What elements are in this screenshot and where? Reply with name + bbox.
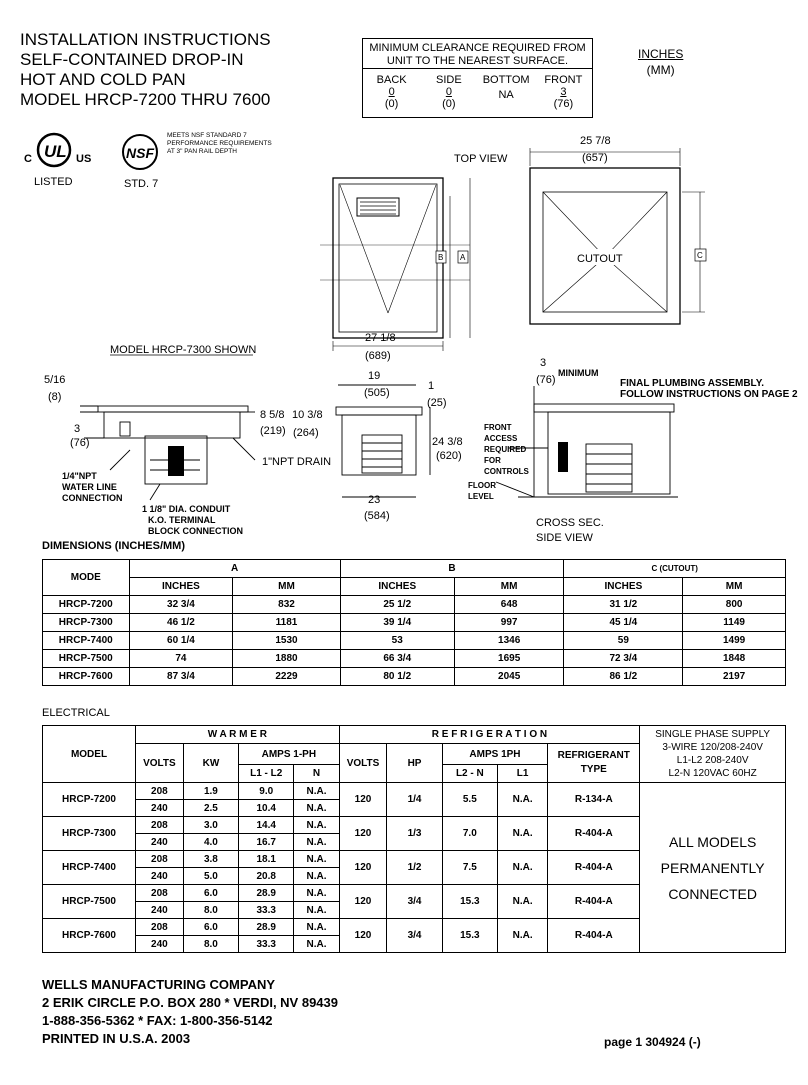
page-number: page 1 304924 (-) xyxy=(604,1035,701,1049)
svg-text:(25): (25) xyxy=(427,397,447,409)
clearance-table xyxy=(362,38,593,118)
clearance-front: FRONT 3 (76) xyxy=(544,74,583,110)
certification-logos xyxy=(20,128,290,192)
svg-text:(76): (76) xyxy=(70,437,90,449)
cutout-outline xyxy=(530,168,680,324)
table-row: HRCP-7400 60 1/4 1530 53 1346 59 1499 xyxy=(43,632,786,650)
table-row: HRCP-7300 208 3.0 14.4 N.A. 120 1/3 7.0 N.A. R-404-A xyxy=(43,817,786,834)
svg-text:19: 19 xyxy=(368,370,381,382)
table-row: 240 4.0 16.7 N.A. xyxy=(43,834,786,851)
electrical-table: MODEL W A R M E R R E F R I G E R A T I O N SINGLE PHASE SUPPLY 3-WIRE 120/208-240V L1-L2 208-240V L2-N 120VAC 60HZ VOLTS KW AMPS 1-PH VOLTS HP AMPS 1PH REFRIGERANT TYPE L1 - L2 N L2 - N L1 HRCP-7200 208 1.9 9.0 N.A. 120 1/4 5.5 N.A. R-134-A ALL MODELS PERMANENTLY CONNECTED 240 2.5 10.4 N.A. HRCP-7300 208 3.0 14.4 N.A. 120 1/3 7.0 N.A. R-404-A 240 4.0 16.7 N.A. HRCP-7400 208 3.8 18.1 N.A. 120 1/2 7.5 N.A. R-404-A 240 5.0 20.8 N.A. HRCP-7500 208 6.0 28.9 N.A. 120 3/4 15.3 N.A. R-404-A 240 8.0 33.3 N.A. HRCP-7600 208 6.0 28.9 N.A. 120 3/4 15.3 N.A. R-404-A 240 8.0 33.3 N.A. xyxy=(42,725,786,953)
clearance-side: SIDE 0 (0) xyxy=(436,74,462,110)
company-address: 2 ERIK CIRCLE P.O. BOX 280 * VERDI, NV 89439 xyxy=(42,995,338,1010)
table-row: HRCP-7200 208 1.9 9.0 N.A. 120 1/4 5.5 N.A. R-134-A ALL MODELS PERMANENTLY CONNECTED xyxy=(43,783,786,800)
svg-text:ACCESS: ACCESS xyxy=(484,434,518,443)
svg-text:24 3/8: 24 3/8 xyxy=(432,436,463,448)
svg-text:(505): (505) xyxy=(364,387,390,399)
front-view-drawing xyxy=(330,365,470,525)
svg-text:(620): (620) xyxy=(436,450,462,462)
table-row: HRCP-7500 74 1880 66 3/4 1695 72 3/4 1848 xyxy=(43,650,786,668)
title-line: HOT AND COLD PAN xyxy=(20,70,186,89)
model-shown-label: MODEL HRCP-7300 SHOWN xyxy=(110,344,257,356)
electrical-title: ELECTRICAL xyxy=(42,707,110,719)
top-width-in: 27 1/8 xyxy=(365,332,396,344)
col-head-refrigeration: R E F R I G E R A T I O N xyxy=(339,726,640,744)
company-phone: 1-888-356-5362 * FAX: 1-800-356-5142 xyxy=(42,1013,273,1028)
pan-rail xyxy=(98,406,248,412)
svg-text:8 5/8: 8 5/8 xyxy=(260,409,285,421)
table-row: 240 5.0 20.8 N.A. xyxy=(43,868,786,885)
cutout-label: CUTOUT xyxy=(577,253,623,265)
svg-text:LEVEL: LEVEL xyxy=(468,492,494,501)
dimensions-table: MODE A B C (CUTOUT) INCHES MM INCHES MM INCHES MM HRCP-7200 32 3/4 832 25 1/2 648 31 1/2 800 HRCP-7300 46 1/2 1181 39 1/4 997 45 1/4 1149 HRCP-7400 60 1/4 1530 53 1346 59 1499 HRCP-7500 74 1880 66 3/4 1695 72 3/4 1848 HRCP-7600 87 3/4 2229 80 1/2 2045 86 1/2 2197 xyxy=(42,559,786,686)
col-head-model: MODE xyxy=(43,560,130,596)
nsf-mark: NSF xyxy=(126,145,154,161)
svg-text:CONNECTION: CONNECTION xyxy=(62,493,123,503)
svg-text:WATER LINE: WATER LINE xyxy=(62,482,117,492)
col-head-c: C (CUTOUT) xyxy=(564,560,786,578)
table-row: HRCP-7200 32 3/4 832 25 1/2 648 31 1/2 800 xyxy=(43,596,786,614)
dim-a-label: A xyxy=(460,253,466,262)
svg-text:FRONT: FRONT xyxy=(484,423,512,432)
table-row: 240 2.5 10.4 N.A. xyxy=(43,800,786,817)
dim-c-label: C xyxy=(697,251,703,260)
clearance-back: BACK 0 (0) xyxy=(376,74,407,110)
side-view-drawing xyxy=(40,340,340,540)
col-head-model: MODEL xyxy=(43,726,136,783)
svg-text:3: 3 xyxy=(74,423,81,435)
drain-label: 1"NPT DRAIN xyxy=(262,456,332,468)
svg-text:1/4"NPT: 1/4"NPT xyxy=(62,471,97,481)
svg-text:3: 3 xyxy=(540,357,547,369)
vent-grille xyxy=(357,198,399,216)
cutout-width-in: 25 7/8 xyxy=(580,135,611,147)
svg-text:CROSS SEC.: CROSS SEC. xyxy=(536,517,604,529)
svg-text:K.O. TERMINAL: K.O. TERMINAL xyxy=(148,515,216,525)
document-title xyxy=(20,30,271,110)
svg-text:(584): (584) xyxy=(364,510,390,522)
ul-listed-text: LISTED xyxy=(34,176,73,188)
top-view-label: TOP VIEW xyxy=(454,153,508,165)
svg-text:FOLLOW INSTRUCTIONS ON PAGE 2: FOLLOW INSTRUCTIONS ON PAGE 2 xyxy=(620,389,798,400)
nsf-note: AT 3" PAN RAIL DEPTH xyxy=(167,148,237,155)
svg-text:(264): (264) xyxy=(293,427,319,439)
table-row: 240 8.0 33.3 N.A. xyxy=(43,936,786,953)
cross-section-drawing xyxy=(468,352,798,548)
printed-note: PRINTED IN U.S.A. 2003 xyxy=(42,1031,191,1046)
cutout-drawing xyxy=(520,132,720,332)
svg-text:BLOCK CONNECTION: BLOCK CONNECTION xyxy=(148,526,243,536)
table-row: HRCP-7600 208 6.0 28.9 N.A. 120 3/4 15.3 N.A. R-404-A xyxy=(43,919,786,936)
clearance-bottom: BOTTOM NA xyxy=(482,74,530,101)
title-line: INSTALLATION INSTRUCTIONS xyxy=(20,30,271,49)
table-row: HRCP-7300 46 1/2 1181 39 1/4 997 45 1/4 1149 xyxy=(43,614,786,632)
table-row: HRCP-7600 87 3/4 2229 80 1/2 2045 86 1/2 2197 xyxy=(43,668,786,686)
nsf-note: MEETS NSF STANDARD 7 xyxy=(167,132,247,139)
dim-b-label: B xyxy=(438,253,444,262)
col-head-b: B xyxy=(340,560,564,578)
nsf-note: PERFORMANCE REQUIREMENTS xyxy=(167,140,272,147)
supply-note: SINGLE PHASE SUPPLY 3-WIRE 120/208-240V L1-L2 208-240V L2-N 120VAC 60HZ xyxy=(640,726,786,783)
table-row: HRCP-7500 208 6.0 28.9 N.A. 120 3/4 15.3 N.A. R-404-A xyxy=(43,885,786,902)
svg-text:(8): (8) xyxy=(48,391,62,403)
nsf-std-text: STD. 7 xyxy=(124,178,159,190)
svg-text:5/16: 5/16 xyxy=(44,374,66,386)
svg-text:FINAL PLUMBING ASSEMBLY.: FINAL PLUMBING ASSEMBLY. xyxy=(620,378,765,389)
svg-text:CONTROLS: CONTROLS xyxy=(484,467,529,476)
title-line: SELF-CONTAINED DROP-IN xyxy=(20,50,244,69)
svg-text:SIDE VIEW: SIDE VIEW xyxy=(536,532,593,544)
table-row: HRCP-7400 208 3.8 18.1 N.A. 120 1/2 7.5 N.A. R-404-A xyxy=(43,851,786,868)
ul-c-mark: C xyxy=(24,153,32,165)
svg-text:23: 23 xyxy=(368,494,381,506)
top-view-drawing xyxy=(310,148,510,363)
company-name: WELLS MANUFACTURING COMPANY xyxy=(42,977,276,992)
svg-text:FOR: FOR xyxy=(484,456,501,465)
svg-text:10 3/8: 10 3/8 xyxy=(292,409,323,421)
table-row: 240 8.0 33.3 N.A. xyxy=(43,902,786,919)
clearance-heading: MINIMUM CLEARANCE REQUIRED FROM UNIT TO THE NEAREST SURFACE. xyxy=(363,39,592,69)
ul-us-mark: US xyxy=(76,153,92,165)
svg-text:1: 1 xyxy=(428,380,435,392)
dimensions-title: DIMENSIONS (INCHES/MM) xyxy=(42,540,185,552)
cs-compressor xyxy=(586,444,632,492)
svg-text:(219): (219) xyxy=(260,425,286,437)
svg-text:REQUIRED: REQUIRED xyxy=(484,445,527,454)
cutout-width-mm: (657) xyxy=(582,152,608,164)
svg-text:FLOOR: FLOOR xyxy=(468,481,496,490)
company-footer xyxy=(42,976,338,1048)
svg-text:MINIMUM: MINIMUM xyxy=(558,368,599,378)
all-models-note: ALL MODELS PERMANENTLY CONNECTED xyxy=(640,783,786,953)
top-width-mm: (689) xyxy=(365,350,391,362)
ul-mark: UL xyxy=(44,142,67,161)
col-head-warmer: W A R M E R xyxy=(136,726,340,744)
nsf-logo xyxy=(123,132,272,190)
svg-text:1 1/8" DIA. CONDUIT: 1 1/8" DIA. CONDUIT xyxy=(142,504,231,514)
title-line: MODEL HRCP-7200 THRU 7600 xyxy=(20,90,271,109)
units-legend: INCHES (MM) xyxy=(638,47,684,77)
col-head-a: A xyxy=(129,560,340,578)
ul-logo xyxy=(24,134,91,188)
svg-text:(76): (76) xyxy=(536,374,556,386)
